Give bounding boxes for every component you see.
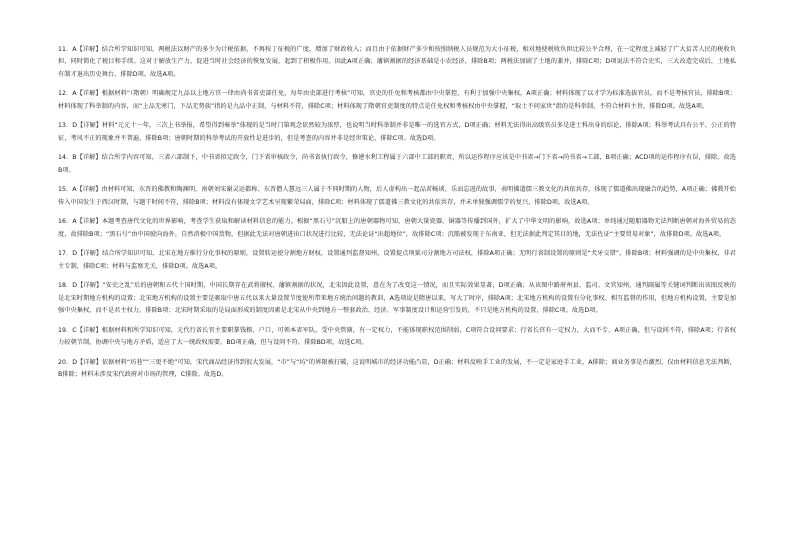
explanation-paragraph-13: 13．D【详解】材料“元元十一年，三次上书举报，希望得到奏举”体现的是当时门第观念依然较为浓厚，也说明当时科举制并非是唯一的选官方式，D项正确；材料无法得出高级官员多是进士科出身的结论，排除A项；科举考试具有公平、公正的特征，考风不正的现象并不普遍，排除B项；唐朝时期的科举考试的开放性是进步的，但是考查的内容并非是经世策论，排除C项。故选D项。 [58,122,736,142]
explanation-paragraph-16: 16．A【详解】本题考查唐代文化的世界影响，考查学生获取和解读材料信息的能力。根据“黑石号”沉船上的唐朝器物可知，唐朝大量瓷器、铜器等传播到国外，扩大了中华文明的影响，故选A项；单纯通过随船器物无法判断唐朝对海外贸易的态度，故排除B项；“黑石号”由中国驶向海外，自然消极中国货物，但据此无法对唐朝进出口状况进行比较，无法论证“出超地位”，故排除C项；沉船被发现于东南亚，但无法据此判定其目的地，无法佐证“主要贸易对象”，故排除D项。故选A项。 [58,218,736,238]
explanation-paragraph-11: 11．A【详解】结合所学知识可知，两税法以财产的多少为计税依据，不再按丁征税的广度，增加了财政收入；而且由于依据财产多少和按照纳税人员规范为大小征税，相对地使税收负担比较公平合理，在一定程度上减轻了广大贫苦人民的税收负担，同时简化了税目和手续。这对于解放生产力，促进当时社会经济的恢复发展，起到了积极作用。因此A项正确；藩镇割据的经济基础是小农经济，排除B项；两税法加剧了土地的兼并，排除C项；D项说法不符合史实，三大改造完成后，土地私有制才退出历史舞台，排除D项。故选A项。 [58,46,736,78]
explanation-paragraph-15: 15．A【详解】由材料可知，东晋的佛教和陶渊明、南朝刘宋谢灵运都称、东晋僧人慧远三人属于不同时期的人物，后人虚构出一起品茗畅谈、乐而忘返的故事，表明佛道儒三教文化的共依共存，体现了儒道佛出现融合的趋势，A项正确；佛教开始传入中国发生于西汉时期，与题干时间不符，排除B项；材料没有体现文学艺术呈现繁荣局面，排除C项；材料体现了儒道佛三教文化的共依共存，并未单独强调儒学的复兴，排除D项。故选A项。 [58,186,736,206]
explanation-paragraph-18: 18．D【详解】“安史之乱”后的唐朝和五代十国时期，中国长期存在武将擅权、藩镇割据的状况，北宋因此设置，意在为了改变这一情况，而且实际效果显著，D项正确；从该图中路府州县、监司、文官知州、通判副属等关键词判断出该图反映的是北宋时期地方机构的设置；北宋地方机构的设置主要是吸取中唐五代以来大量设置节度使所带来地方统治问题的教训，A选项说是隋唐以来，写大了时序，排除A项；北宋地方机构的设置有分化事权、相互监督的作用，但地方机构设置，主要是加强中央集权，而不是君主权力，排除B项；北宋时期采取的是局面形成的制度因素是北宋从中央到地方一整套政治、经济、军事制度设计和运营引发的，不只是地方机构的设置，排除C项。故选D项。 [58,282,736,315]
explanation-paragraph-19: 19．C【详解】根据材料和所学知识可知，元代行省长官主要职掌钱粮、户口，可领本省军队，受中央管辖，有一定权力，不能体现职权范围削弱，C项符合设问要求；行省长官有一定权力，大而不专，A项正确，但与设问不符，排除A项；行省权力较朝节制，协调中央与地方矛盾，适应了大一统政权需要，BD项正确，但与设问不符，排除BD项。故选C项。 [58,326,736,347]
explanation-paragraph-17: 17．D【详解】结合所学知识可知，北宋在地方推行分化事权的原则，设置转运使分割地方财权，设置通判监督知州，设置提点刑狱司分割地方司法权，排除A项正确；无明行省制设置的原则是“犬牙交错”，排除B项；材料强调的是中央集权，非君主专制，排除C项；材料与监察无关，排除D项。故选A项。 [58,250,736,270]
explanation-paragraph-20: 20．D【详解】依据材料“坊巷”“三更不绝”可知，宋代商品经济得到很大发展，“市”与“坊”的界限被打破，这说明城市的经济功能凸显，D正确；材料反映手工业的发展，不一定是家庭手工业，A排除；商业务事是否激烈，仅由材料信息无法判断，B排除；材料未涉及宋代政府对市场的管理，C排除。故选D。 [58,358,736,379]
explanation-paragraph-12: 12．A【详解】根据材料“（隋朝）明确规定九品以上地方官一律由尚书省吏部任免，每年由吏部进行考核”可知，官吏的任免和考核都由中央掌控，有利于加强中央集权，A项正确；材料体现了以才学为标准选拔官员，而不是考核官员，排除B项；材料体现了科举制的内容，而“上品无寒门，下品无势族”指的是九品中正制，与材料不符，排除C项；材料体现了隋朝官吏制度的特点是任免权和考核权由中央掌握，“取士不问家世”指的是科举制，不符合材料主旨，排除D项。故选A项。 [58,90,736,110]
explanation-paragraph-14: 14．B【详解】结合所学内容可知，三省六部制下，中书省拟定政令，门下省审核政令，尚书省执行政令，修建水利工程属于六部中工部的职责，所以运作程序应该是中书省→门下省→尚书省→工部，B项正确；ACD项的运作程序有误，排除。故选B项。 [58,154,736,174]
